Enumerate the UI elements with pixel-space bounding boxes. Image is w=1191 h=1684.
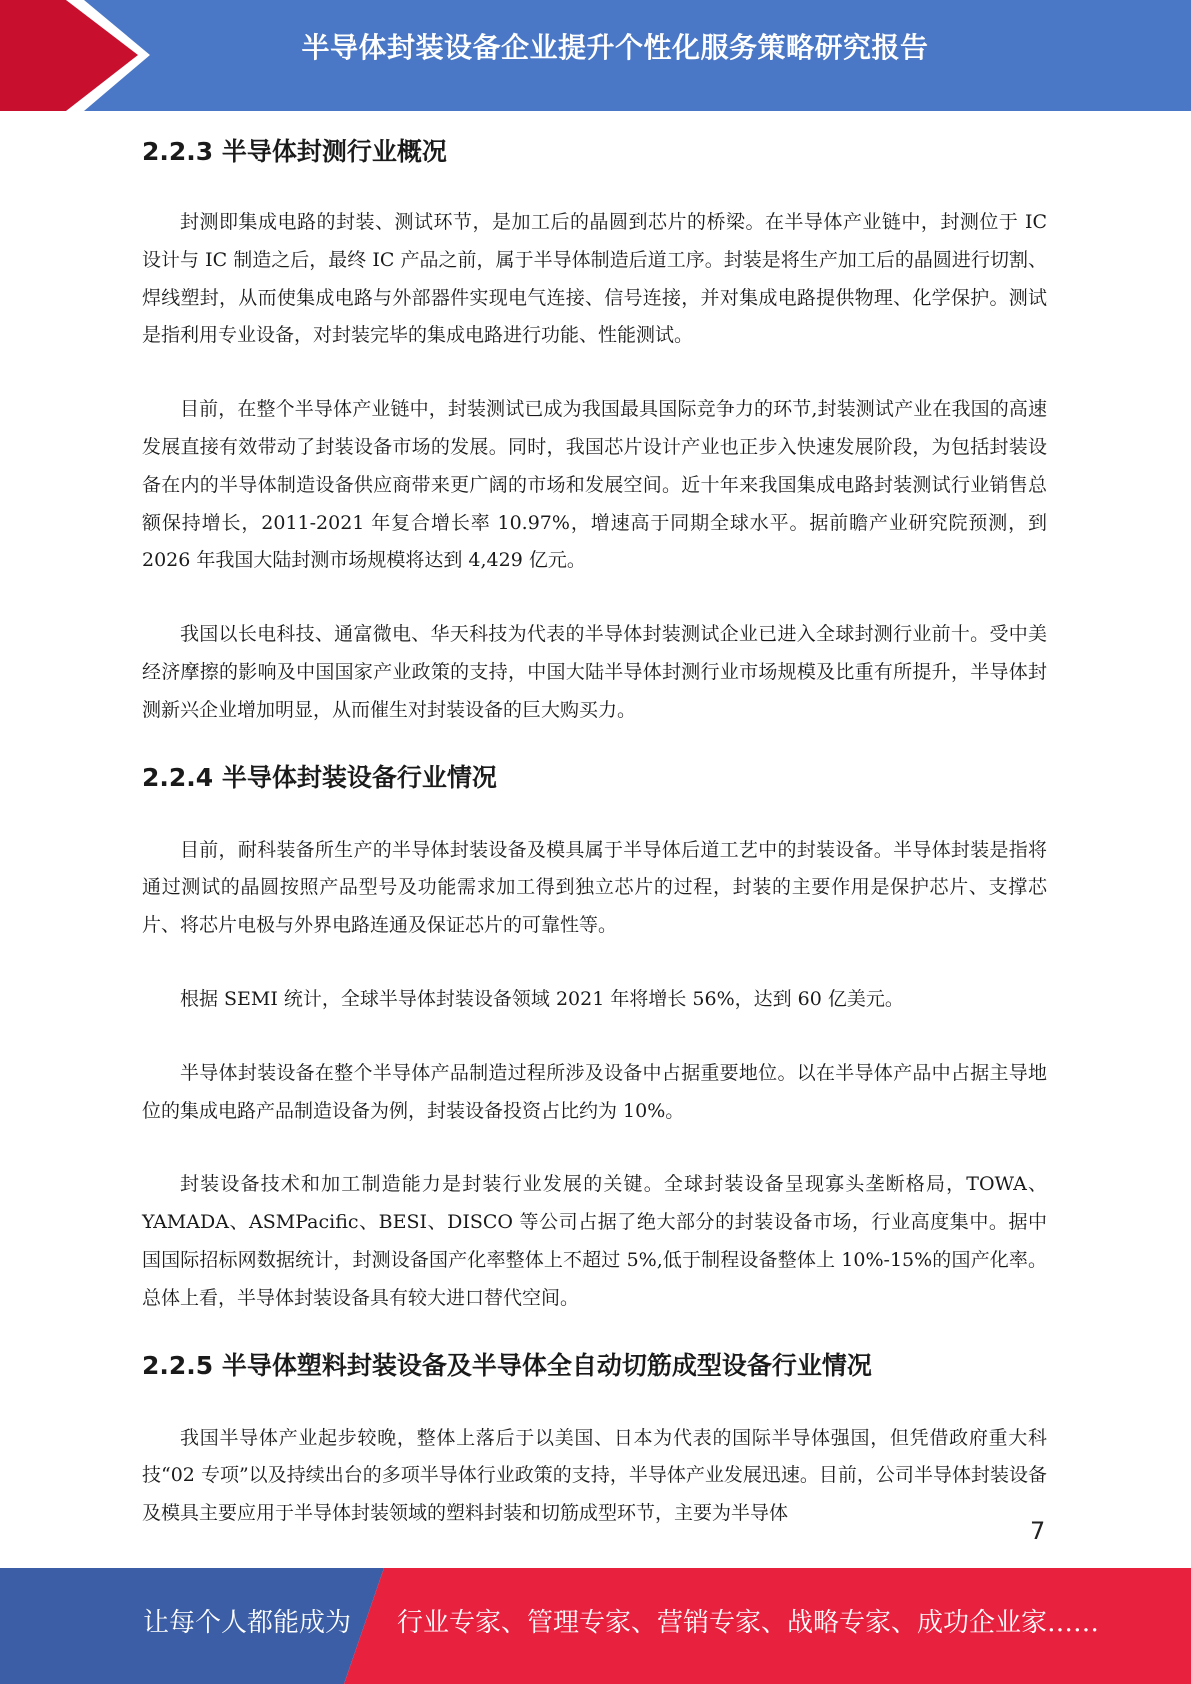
paragraph: 封测即集成电路的封装、测试环节，是加工后的晶圆到芯片的桥梁。在半导体产业链中，封测位于 IC 设计与 IC 制造之后，最终 IC 产品之前，属于半导体制造后道工序。封装是将生产加工后的晶圆进行切割、焊线塑封，从而使集成电路与外部器件实现电气连接、信号连接，并对集成电路提供物理、化学保护。测试是指利用专业设备，对封装完毕的集成电路进行功能、性能测试。 [142,211,1047,347]
paragraph: 我国半导体产业起步较晚，整体上落后于以美国、日本为代表的国际半导体强国，但凭借政府重大科技“02 专项”以及持续出台的多项半导体行业政策的支持，半导体产业发展迅速。目前，公司半导体封装设备及模具主要应用于半导体封装领域的塑料封装和切筋成型环节，主要为半导体 [142,1426,1047,1525]
section-2-2-4 [142,760,1047,1318]
footer-band [0,1568,1191,1684]
paragraph: 封装设备技术和加工制造能力是封装行业发展的关键。全球封装设备呈现寡头垄断格局，TOWA、YAMADA、ASMPacific、BESI、DISCO 等公司占据了绝大部分的封装设备市场，行业高度集中。据中国国际招标网数据统计，封测设备国产化率整体上不超过 5%,低于制程设备整体上 10%-15%的国产化率。总体上看，半导体封装设备具有较大进口替代空间。 [142,1173,1047,1309]
paragraph: 半导体封装设备在整个半导体产品制造过程所涉及设备中占据重要地位。以在半导体产品中占据主导地位的集成电路产品制造设备为例，封装设备投资占比约为 10%。 [142,1061,1047,1122]
page-number: 7 [1030,1517,1046,1545]
footer-slogan-left: 让每个人都能成为 [143,1608,352,1638]
document-body [142,120,1047,1563]
document-title: 半导体封装设备企业提升个性化服务策略研究报告 [301,31,929,64]
paragraph: 目前，在整个半导体产业链中，封装测试已成为我国最具国际竞争力的环节,封装测试产业在我国的高速发展直接有效带动了封装设备市场的发展。同时，我国芯片设计产业也正步入快速发展阶段，为包括封装设备在内的半导体制造设备供应商带来更广阔的市场和发展空间。近十年来我国集成电路封装测试行业销售总额保持增长，2011-2021 年复合增长率 10.97%，增速高于同期全球水平。据前瞻产业研究院预测，到 2026 年我国大陆封测市场规模将达到 4,429 亿元。 [142,398,1047,572]
section-2-2-3 [142,134,1047,730]
header-band [0,0,1191,111]
footer-slogan-right: 行业专家、管理专家、营销专家、战略专家、成功企业家…… [397,1608,1100,1638]
section-heading: 2.2.3 半导体封测行业概况 [142,137,447,166]
section-heading: 2.2.5 半导体塑料封装设备及半导体全自动切筋成型设备行业情况 [142,1350,872,1380]
section-heading: 2.2.4 半导体封装设备行业情况 [142,762,497,792]
paragraph: 根据 SEMI 统计，全球半导体封装设备领域 2021 年将增长 56%，达到 60 亿美元。 [180,987,904,1010]
paragraph: 目前，耐科装备所生产的半导体封装设备及模具属于半导体后道工艺中的封装设备。半导体封装是指将通过测试的晶圆按照产品型号及功能需求加工得到独立芯片的过程，封装的主要作用是保护芯片、支撑芯片、将芯片电极与外界电路连通及保证芯片的可靠性等。 [142,838,1047,937]
section-2-2-5 [142,1348,1047,1533]
paragraph: 我国以长电科技、通富微电、华天科技为代表的半导体封装测试企业已进入全球封测行业前十。受中美经济摩擦的影响及中国国家产业政策的支持，中国大陆半导体封测行业市场规模及比重有所提升，半导体封测新兴企业增加明显，从而催生对封装设备的巨大购买力。 [142,623,1047,721]
